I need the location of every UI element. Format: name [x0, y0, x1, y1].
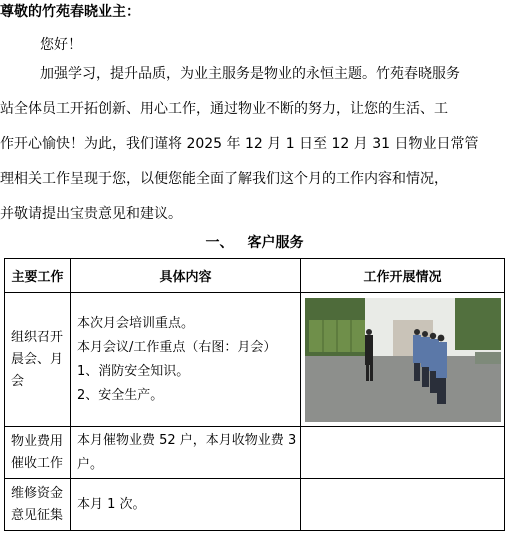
letter-greeting: 尊敬的竹苑春晓业主：	[0, 4, 140, 20]
progress-cell	[301, 293, 505, 427]
content-line: 本次月会培训重点。	[77, 315, 195, 331]
content-line: 本月 1 次。	[77, 496, 146, 512]
table-row	[5, 293, 505, 427]
content-line: 2、安全生产。	[77, 387, 164, 403]
content-cell	[71, 479, 301, 531]
work-cell	[5, 293, 71, 427]
work-line: 催收工作	[11, 455, 64, 471]
paragraph-line: 理相关工作呈现于您，以便您能全面了解我们这个月的工作内容和情况，	[0, 171, 448, 187]
paragraph-line: 并敬请提出宝贵意见和建议。	[0, 206, 182, 222]
work-line: 维修资金	[11, 485, 64, 501]
paragraph-line: 加强学习，提升品质，为业主服务是物业的永恒主题。竹苑春晓服务	[40, 66, 460, 82]
header-progress: 工作开展情况	[301, 259, 505, 293]
section-title: 客户服务	[247, 235, 304, 251]
content-line: 本月会议/工作重点（右图：月会）	[77, 339, 277, 355]
letter-hello: 您好！	[40, 37, 82, 53]
paragraph-line: 作开心愉快！为此，我们谨将 2025 年 12 月 1 日至 12 月 31 日物业日常管	[0, 136, 479, 152]
header-main-work: 主要工作	[5, 259, 71, 293]
table-row	[5, 479, 505, 531]
letter-paragraph	[0, 63, 509, 238]
content-cell	[71, 293, 301, 427]
work-line: 意见征集	[11, 507, 64, 523]
content-line: 户。	[77, 456, 104, 472]
paragraph-line: 站全体员工开拓创新、用心工作，通过物业不断的努力，让您的生活、工	[0, 101, 448, 117]
work-line: 晨会、月	[11, 351, 64, 367]
work-line: 会	[11, 373, 25, 389]
work-cell	[5, 427, 71, 479]
meeting-photo	[305, 298, 501, 422]
header-content: 具体内容	[71, 259, 301, 293]
work-table	[4, 258, 505, 531]
content-cell	[71, 427, 301, 479]
table-header-row	[5, 259, 505, 293]
work-cell	[5, 479, 71, 531]
progress-cell	[301, 427, 505, 479]
progress-cell	[301, 479, 505, 531]
table-row	[5, 427, 505, 479]
section-heading	[0, 234, 509, 252]
content-line: 1、消防安全知识。	[77, 363, 190, 379]
work-line: 物业费用	[11, 433, 64, 449]
work-line: 组织召开	[11, 329, 64, 345]
section-number: 一、	[205, 235, 234, 251]
content-line: 本月催物业费 52 户，本月收物业费 3	[77, 432, 297, 448]
photo-ground	[305, 356, 501, 422]
